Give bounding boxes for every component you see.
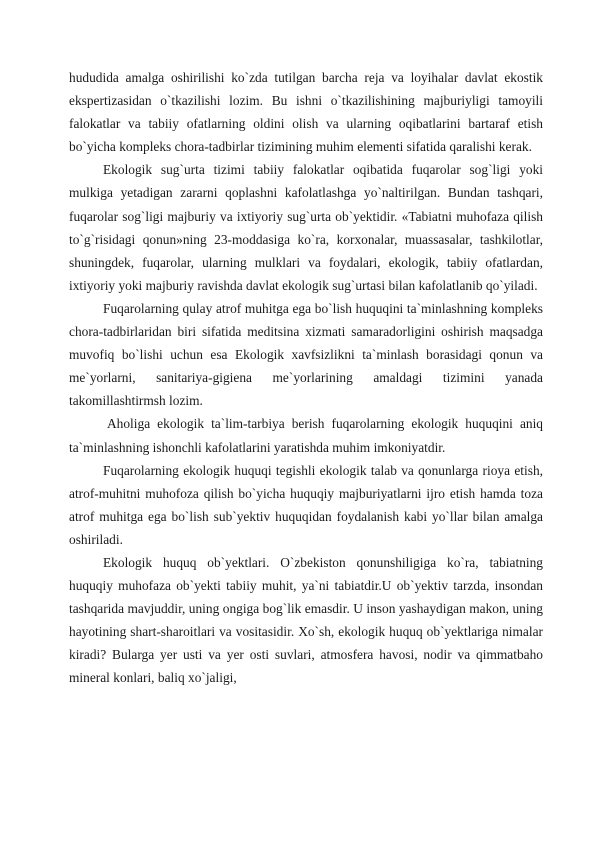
paragraph-ecological-law-objects: Ekologik huquq ob`yektlari. O`zbekiston qonunshiligiga ko`ra, tabiatning huquqiy muhofaza ob`yekti tabiiy muhit, ya`ni tabiatdir.U ob`yektiv tarzda, insondan tashqarida mavjuddir, uning ongiga bog`lik emasdir. U inson yashaydigan makon, uning hayotining shart-sharoitlari va vositasidir. Xo`sh, ekologik huquq ob`yektlariga nimalar kiradi? Bularga yer usti va yer osti suvlari, atmosfera havosi, nodir va qimmatbaho mineral konlari, baliq xo`jaligi, (69, 554, 543, 686)
paragraph-ecological-insurance: Ekologik sug`urta tizimi tabiiy falokatlar oqibatida fuqarolar sog`ligi yoki mulkiga yetadigan zararni qoplashni kafolatlashga yo`naltirilgan. Bundan tashqari, fuqarolar sog`ligi majburiy va ixtiyoriy sug`urta ob`yektidir. «Tabiatni muhofaza qilish to`g`risidagi qonun»ning 23-moddasiga ko`ra, korxonalar, muassasalar, tashkilotlar, shuningdek, fuqarolar, ularning mulklari va foydalari, ekologik, tabiiy ofatlardan, ixtiyoriy yoki majburiy ravishda davlat ekologik sug`urtasi bilan kafolatlanib qo`yiladi. (69, 162, 543, 293)
paragraph-ecological-rights: Fuqarolarning ekologik huquqi tegishli ekologik talab va qonunlarga rioya etish, atrof-muhitni muhofoza qilish bo`yicha huquqiy majburiyatlarni ijro etish hamda toza atrof muhitga ega bo`lish sub`yektiv huquqidan foydalanish kabi yo`llar bilan amalga oshiriladi. (69, 462, 543, 547)
paragraph-ecological-education: Aholiga ekologik ta`lim-tarbiya berish fuqarolarning ekologik huquqini aniq ta`minlashning ishonchli kafolatlarini yaratishda muhim imkoniyatdir. (69, 416, 543, 455)
paragraph-continuation: hududida amalga oshirilishi ko`zda tutilgan barcha reja va loyihalar davlat ekostik ekspertizasidan o`tkazilishi lozim. Bu ishni o`tkazilishining majburiyligi tamoyili falokatlar va tabiiy ofatlarning oldini olish va ularning oqibatlarini bartaraf etish bo`yicha kompleks chora-tadbirlar tizimining muhim elementi sifatida qaralishi kerak. (69, 70, 543, 155)
paragraph-healthy-environment: Fuqarolarning qulay atrof muhitga ega bo`lish huquqini ta`minlashning kompleks chora-tadbirlaridan biri sifatida meditsina xizmati samaradorligini oshirish maqsadga muvofiq bo`lishi uchun esa Ekologik xavfsizlikni ta`minlash borasidagi qonun va me`yorlarni, sanitariya-gigiena me`yorlarining amaldagi tizimini yanada takomillashtirmsh lozim. (69, 300, 543, 409)
